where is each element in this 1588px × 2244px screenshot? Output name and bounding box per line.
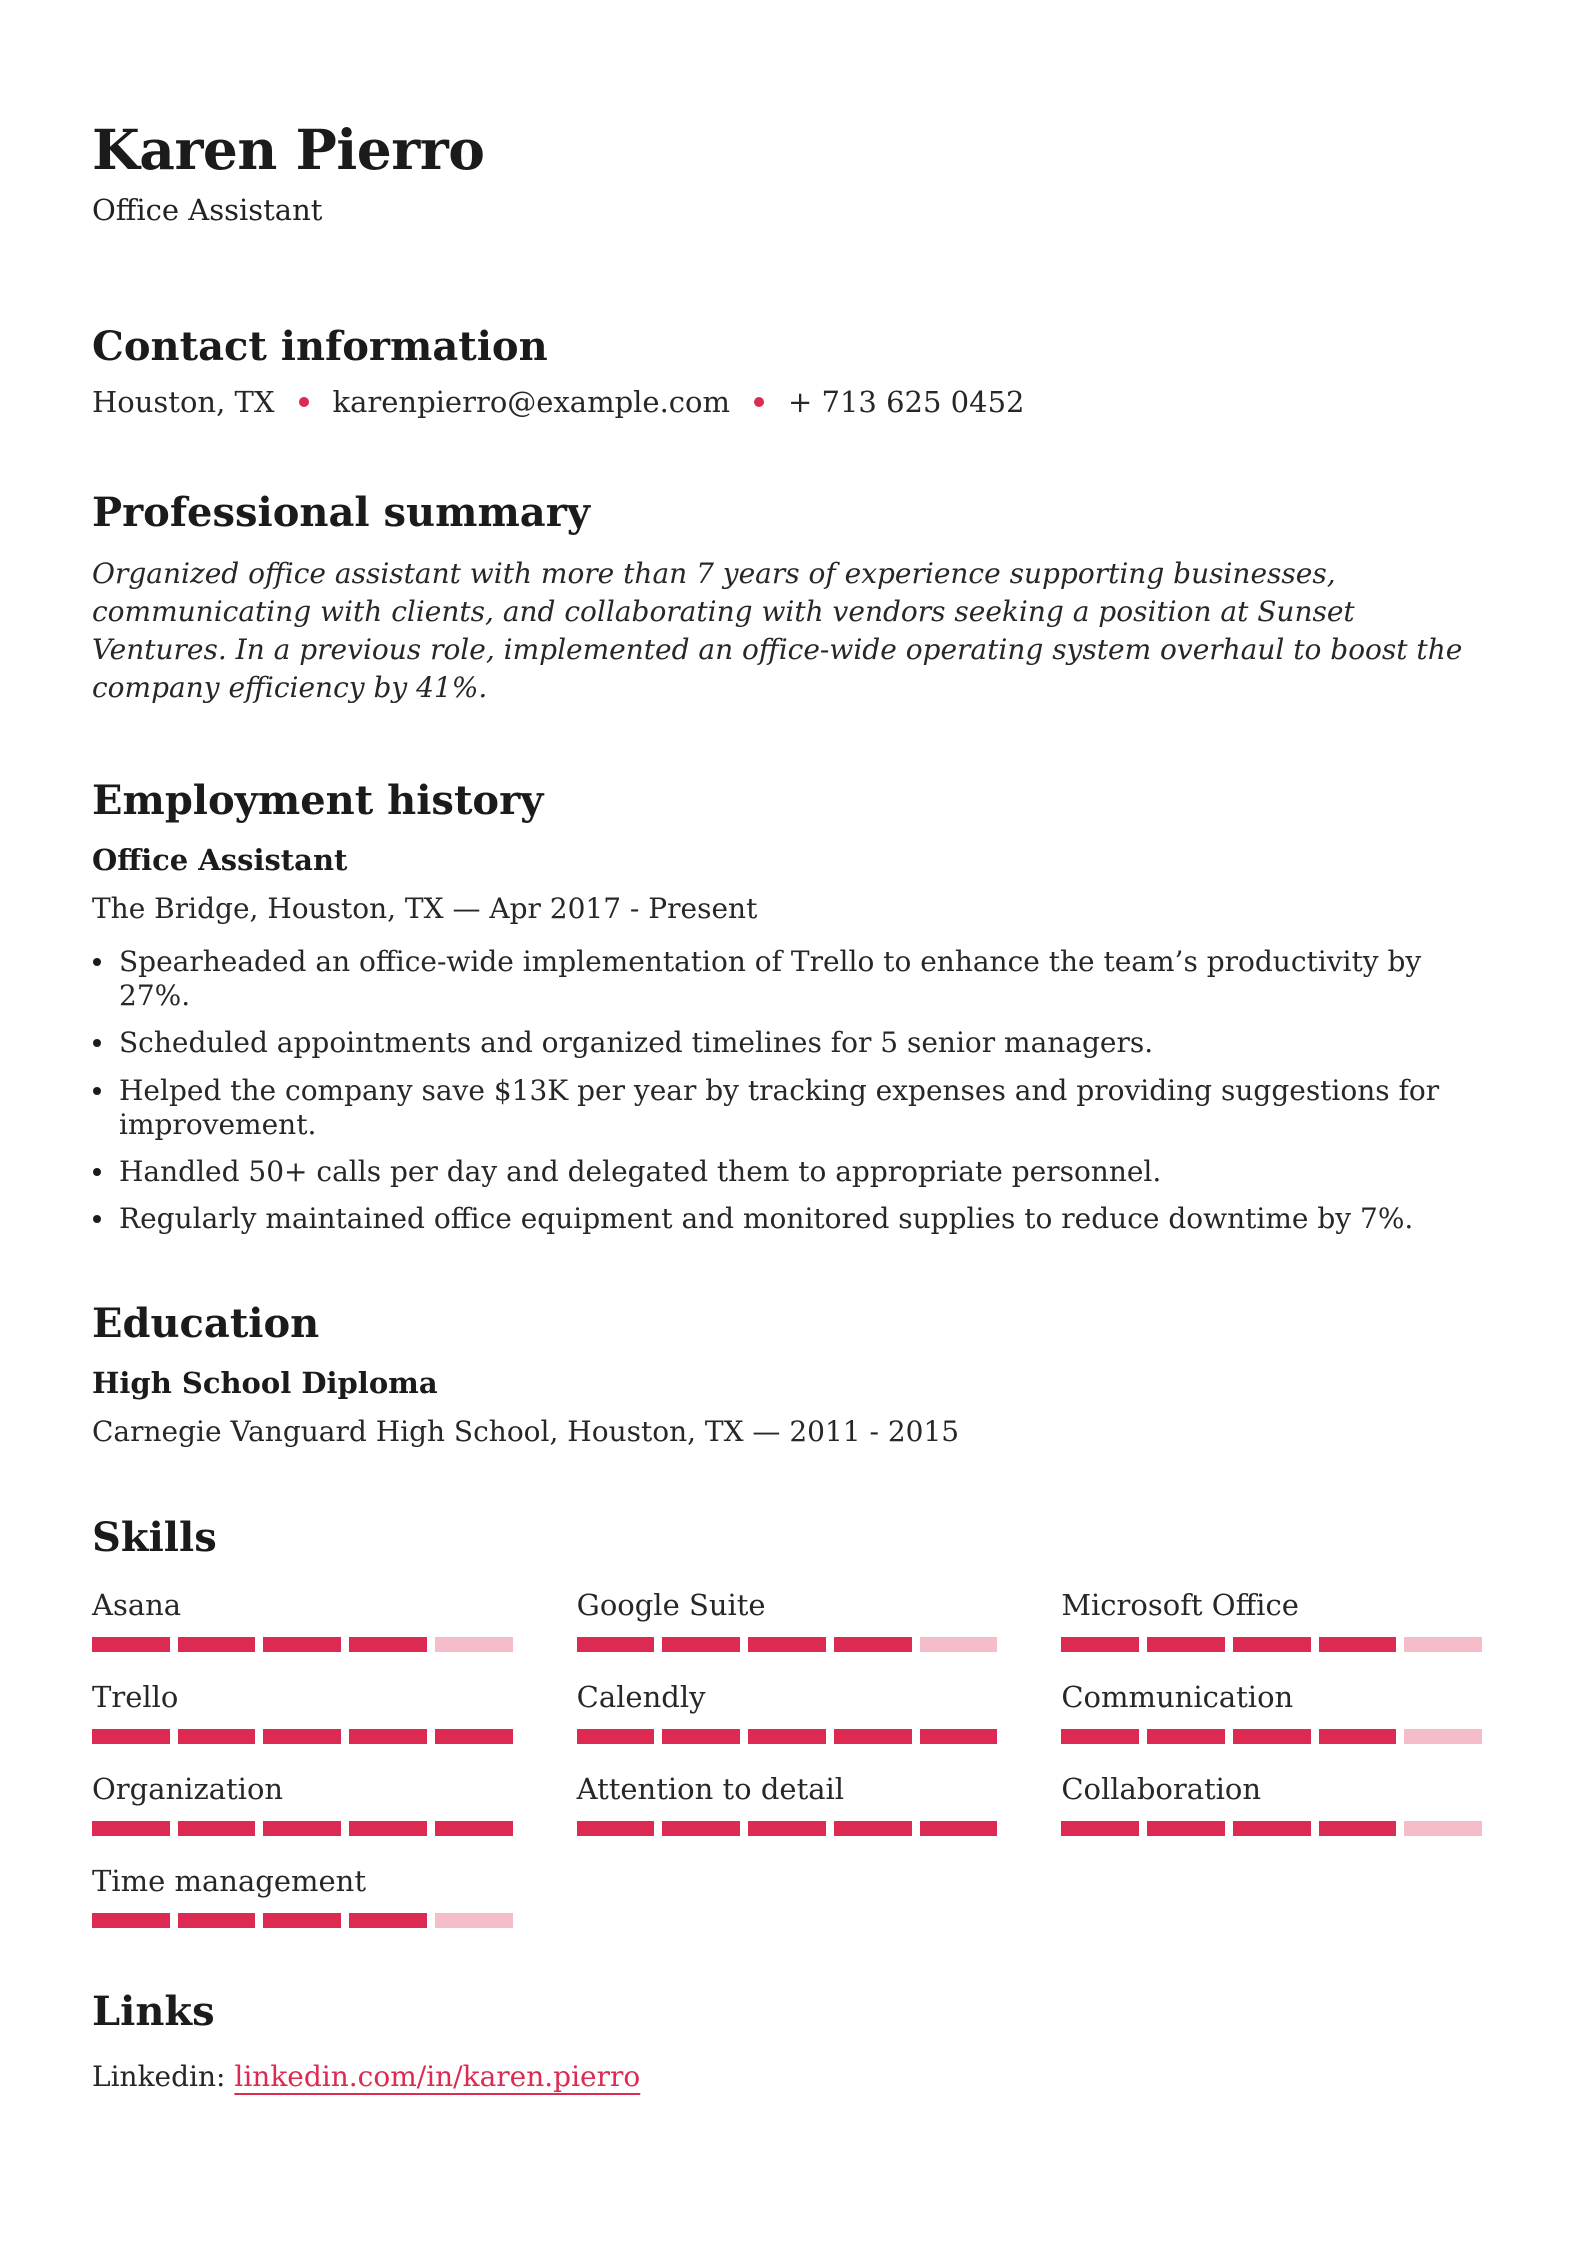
education-heading: Education — [92, 1300, 320, 1348]
job-bullet: Regularly maintained office equipment and monitored supplies to reduce downtime by 7%. — [92, 1202, 1482, 1236]
skill-item — [577, 1680, 998, 1744]
skill-segment-filled — [1147, 1729, 1225, 1744]
job-bullet: Handled 50+ calls per day and delegated them to appropriate personnel. — [92, 1155, 1482, 1189]
skill-segment-filled — [92, 1637, 170, 1652]
skill-segment-filled — [178, 1913, 256, 1928]
skill-segment-filled — [1233, 1821, 1311, 1836]
education-section — [92, 1300, 1482, 1448]
skill-segment-filled — [662, 1637, 740, 1652]
resume-header — [92, 118, 1482, 227]
skill-segment-filled — [1319, 1821, 1397, 1836]
skill-segment-filled — [1061, 1729, 1139, 1744]
skill-level-bar — [577, 1729, 998, 1744]
skill-segment-filled — [349, 1821, 427, 1836]
skill-name: Asana — [92, 1587, 182, 1622]
skill-level-bar — [92, 1637, 513, 1652]
skill-name: Calendly — [576, 1679, 706, 1714]
contact-item: karenpierro@example.com — [332, 385, 731, 420]
skill-level-bar — [577, 1821, 998, 1836]
skills-grid — [92, 1588, 1482, 1928]
skill-segment-filled — [920, 1729, 998, 1744]
job-title: Office Assistant — [92, 843, 348, 878]
skill-segment-filled — [263, 1821, 341, 1836]
skill-segment-filled — [1061, 1821, 1139, 1836]
skill-name: Trello — [92, 1679, 179, 1714]
skill-segment-filled — [748, 1729, 826, 1744]
summary-heading: Professional summary — [92, 489, 591, 537]
skill-segment-empty — [1404, 1637, 1482, 1652]
skill-segment-filled — [349, 1729, 427, 1744]
skill-segment-filled — [748, 1637, 826, 1652]
contact-section — [92, 323, 1482, 419]
employment-section — [92, 777, 1482, 1236]
skill-segment-filled — [1147, 1821, 1225, 1836]
skill-segment-filled — [178, 1729, 256, 1744]
summary-text: Organized office assistant with more than 7 years of experience supporting businesses, communicating with clients, and collaborating with vendors seeking a position at Sunset Ventures. In a previous role, implemented an office-wide operating system overhaul to boost the company efficiency by 41%. — [92, 557, 1463, 705]
skill-segment-filled — [1233, 1637, 1311, 1652]
summary-section — [92, 489, 1482, 707]
job-bullet: Spearheaded an office-wide implementation of Trello to enhance the team’s productivity by 27%. — [92, 945, 1482, 1013]
skill-segment-empty — [920, 1637, 998, 1652]
education-meta: Carnegie Vanguard High School, Houston, TX — 2011 - 2015 — [92, 1414, 960, 1448]
skill-segment-filled — [920, 1821, 998, 1836]
skill-segment-filled — [1319, 1729, 1397, 1744]
job-bullet: Helped the company save $13K per year by tracking expenses and providing suggestions for improvement. — [92, 1074, 1482, 1142]
skill-item — [577, 1588, 998, 1652]
skill-segment-filled — [662, 1729, 740, 1744]
skill-segment-filled — [263, 1637, 341, 1652]
skill-segment-filled — [577, 1729, 655, 1744]
contact-heading: Contact information — [92, 323, 548, 371]
skill-segment-filled — [577, 1637, 655, 1652]
skill-segment-filled — [1319, 1637, 1397, 1652]
links-heading: Links — [92, 1987, 215, 2035]
candidate-name: Karen Pierro — [92, 117, 485, 182]
skills-heading: Skills — [92, 1513, 217, 1561]
skill-segment-filled — [263, 1729, 341, 1744]
skill-segment-filled — [1147, 1637, 1225, 1652]
job-bullet: Scheduled appointments and organized timelines for 5 senior managers. — [92, 1026, 1482, 1060]
skill-segment-filled — [435, 1729, 513, 1744]
job-entry — [92, 843, 1482, 1236]
skill-level-bar — [577, 1637, 998, 1652]
skill-segment-filled — [1061, 1637, 1139, 1652]
skill-segment-filled — [349, 1913, 427, 1928]
job-meta: The Bridge, Houston, TX — Apr 2017 - Present — [92, 892, 758, 926]
skill-segment-filled — [834, 1821, 912, 1836]
links-section — [92, 1988, 1482, 2093]
skill-name: Time management — [92, 1863, 366, 1898]
skill-segment-filled — [748, 1821, 826, 1836]
skill-segment-filled — [834, 1729, 912, 1744]
linkedin-link[interactable]: linkedin.com/in/karen.pierro — [234, 2059, 641, 2093]
skill-name: Collaboration — [1061, 1771, 1262, 1806]
skill-segment-filled — [178, 1821, 256, 1836]
skill-item — [92, 1772, 513, 1836]
skill-level-bar — [1061, 1821, 1482, 1836]
skills-section — [92, 1514, 1482, 1928]
skill-item — [1061, 1680, 1482, 1744]
skill-name: Google Suite — [576, 1587, 766, 1622]
skill-segment-empty — [435, 1637, 513, 1652]
skill-level-bar — [92, 1821, 513, 1836]
skill-segment-filled — [178, 1637, 256, 1652]
skill-segment-filled — [577, 1821, 655, 1836]
skill-level-bar — [1061, 1637, 1482, 1652]
skill-segment-empty — [1404, 1821, 1482, 1836]
skill-item — [92, 1588, 513, 1652]
contact-line — [92, 385, 1482, 419]
skill-name: Organization — [92, 1771, 284, 1806]
skill-segment-filled — [834, 1637, 912, 1652]
skill-segment-filled — [263, 1913, 341, 1928]
education-degree: High School Diploma — [92, 1366, 438, 1401]
skill-level-bar — [92, 1729, 513, 1744]
skill-segment-filled — [92, 1821, 170, 1836]
skill-item — [92, 1864, 513, 1928]
skill-name: Microsoft Office — [1061, 1587, 1299, 1622]
skill-segment-empty — [435, 1913, 513, 1928]
skill-level-bar — [1061, 1729, 1482, 1744]
contact-separator-dot — [754, 397, 764, 407]
skill-segment-filled — [662, 1821, 740, 1836]
skill-segment-filled — [349, 1637, 427, 1652]
skill-segment-empty — [1404, 1729, 1482, 1744]
skill-segment-filled — [92, 1729, 170, 1744]
job-bullets — [92, 945, 1482, 1236]
employment-heading: Employment history — [92, 777, 544, 825]
links-line — [92, 2060, 1482, 2093]
skill-segment-filled — [1233, 1729, 1311, 1744]
skill-item — [1061, 1772, 1482, 1836]
skill-item — [92, 1680, 513, 1744]
skill-level-bar — [92, 1913, 513, 1928]
skill-name: Communication — [1061, 1679, 1294, 1714]
candidate-job-title: Office Assistant — [92, 193, 323, 228]
skill-item — [1061, 1588, 1482, 1652]
contact-item: Houston, TX — [92, 385, 275, 420]
skill-segment-filled — [435, 1821, 513, 1836]
contact-item: + 713 625 0452 — [788, 385, 1025, 420]
skill-name: Attention to detail — [576, 1771, 845, 1806]
contact-separator-dot — [299, 397, 309, 407]
skill-segment-filled — [92, 1913, 170, 1928]
link-label: Linkedin: — [92, 2059, 226, 2093]
skill-item — [577, 1772, 998, 1836]
